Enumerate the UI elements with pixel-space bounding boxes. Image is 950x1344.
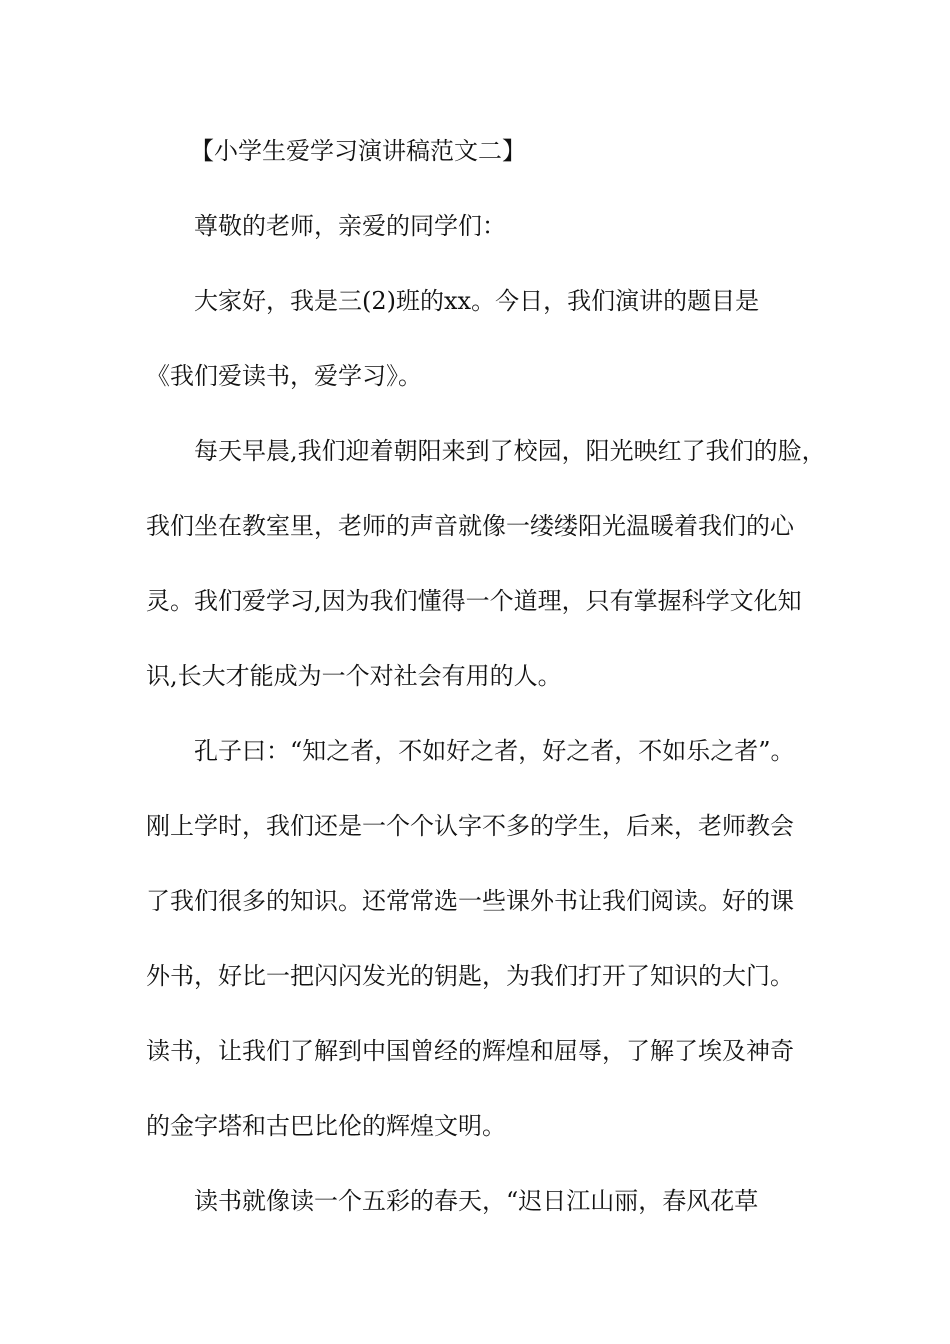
paragraph-line: 《我们爱读书，爱学习》。 xyxy=(146,362,422,390)
paragraph-line: 孔子曰：“知之者，不如好之者，好之者，不如乐之者”。 xyxy=(194,737,795,765)
paragraph-line: 每天早晨,我们迎着朝阳来到了校园，阳光映红了我们的脸， xyxy=(194,437,826,465)
paragraph-line: 刚上学时，我们还是一个个认字不多的学生，后来，老师教会 xyxy=(146,812,794,840)
paragraph-line: 灵。我们爱学习,因为我们懂得一个道理，只有掌握科学文化知 xyxy=(146,587,802,615)
document-title: 【小学生爱学习演讲稿范文二】 xyxy=(190,137,526,165)
paragraph-line: 了我们很多的知识。还常常选一些课外书让我们阅读。好的课 xyxy=(146,887,794,915)
salutation-line: 尊敬的老师，亲爱的同学们： xyxy=(194,212,506,240)
paragraph-line: 识,长大才能成为一个对社会有用的人。 xyxy=(146,662,562,690)
paragraph-line: 读书，让我们了解到中国曾经的辉煌和屈辱，了解了埃及神奇 xyxy=(146,1037,794,1065)
paragraph-line: 读书就像读一个五彩的春天，“迟日江山丽，春风花草 xyxy=(194,1187,759,1215)
paragraph-line: 大家好，我是三(2)班的xx。今日，我们演讲的题目是 xyxy=(194,287,760,315)
paragraph-line: 我们坐在教室里，老师的声音就像一缕缕阳光温暖着我们的心 xyxy=(146,512,794,540)
paragraph-line: 的金字塔和古巴比伦的辉煌文明。 xyxy=(146,1112,506,1140)
paragraph-line: 外书，好比一把闪闪发光的钥匙，为我们打开了知识的大门。 xyxy=(146,962,794,990)
